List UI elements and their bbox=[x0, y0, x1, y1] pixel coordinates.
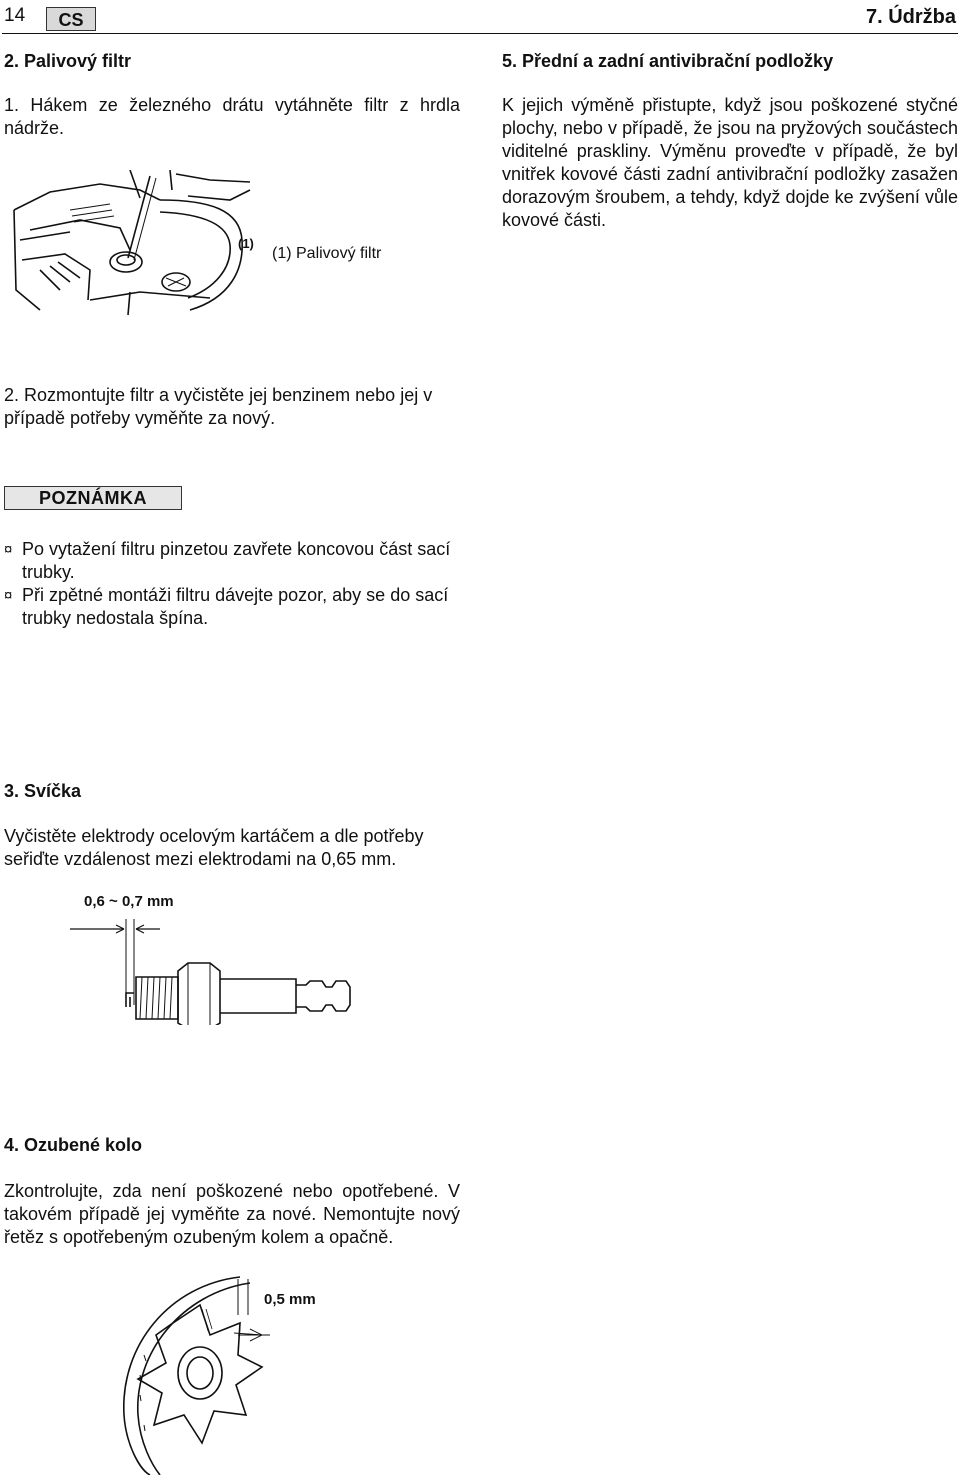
note-bullet-icon: ¤ bbox=[4, 587, 13, 604]
sprocket-text: Zkontrolujte, zda není poškozené nebo opotřebené. V takovém případě jej vyměňte za nové. Nemontujte nový řetěz s opotřebeným ozubeným kolem a opačně. bbox=[4, 1181, 460, 1247]
anti-vibration-heading: 5. Přední a zadní antivibrační podložky bbox=[502, 51, 834, 71]
spark-plug-text: Vyčistěte elektrody ocelovým kartáčem a dle potřeby seřiďte vzdálenost mezi elektrodami na 0,65 mm. bbox=[4, 826, 424, 869]
sprocket-heading: 4. Ozubené kolo bbox=[4, 1135, 143, 1155]
anti-vibration-text: K jejich výměně přistupte, když jsou poškozené styčné plochy, nebo v případě, že jsou na pryžových součástech viditelné praskliny. Výměnu proveďte v případě, že byl vnitřek kovové části zadní antivibrační podložky zasažen dorazovým šroubem, a tehdy, když dojde ke zvýšení vůle kovové části. bbox=[502, 95, 958, 230]
sprocket-wear-label: 0,5 mm bbox=[264, 1291, 316, 1308]
spark-plug-heading: 3. Svíčka bbox=[4, 781, 82, 801]
fuel-filter-illustration bbox=[10, 170, 270, 320]
note-item-2-text: Při zpětné montáži filtru dávejte pozor, aby se do sací trubky nedostala špína. bbox=[22, 585, 449, 628]
fuel-filter-heading: 2. Palivový filtr bbox=[4, 51, 132, 71]
note-item-1 bbox=[4, 538, 460, 584]
spark-plug-gap-label: 0,6 ~ 0,7 mm bbox=[84, 893, 174, 910]
spark-plug-illustration bbox=[60, 915, 360, 1025]
note-bullet-icon: ¤ bbox=[4, 541, 13, 558]
fuel-filter-callout: (1) bbox=[238, 236, 254, 251]
note-item-1-text: Po vytažení filtru pinzetou zavřete koncovou část sací trubky. bbox=[22, 539, 451, 582]
header-rule bbox=[2, 33, 958, 34]
language-badge: CS bbox=[46, 7, 96, 31]
fuel-filter-step-2: 2. Rozmontujte filtr a vyčistěte jej benzinem nebo jej v případě potřeby vyměňte za nový. bbox=[4, 385, 433, 428]
chapter-title: 7. Údržba bbox=[865, 6, 956, 28]
fuel-filter-caption: (1) Palivový filtr bbox=[272, 245, 382, 262]
fuel-filter-step-1: 1. Hákem ze železného drátu vytáhněte filtr z hrdla nádrže. bbox=[4, 95, 460, 138]
sprocket-illustration bbox=[110, 1275, 350, 1475]
note-item-2 bbox=[4, 584, 460, 630]
note-label: POZNÁMKA bbox=[4, 486, 182, 510]
page-number: 14 bbox=[4, 5, 26, 26]
